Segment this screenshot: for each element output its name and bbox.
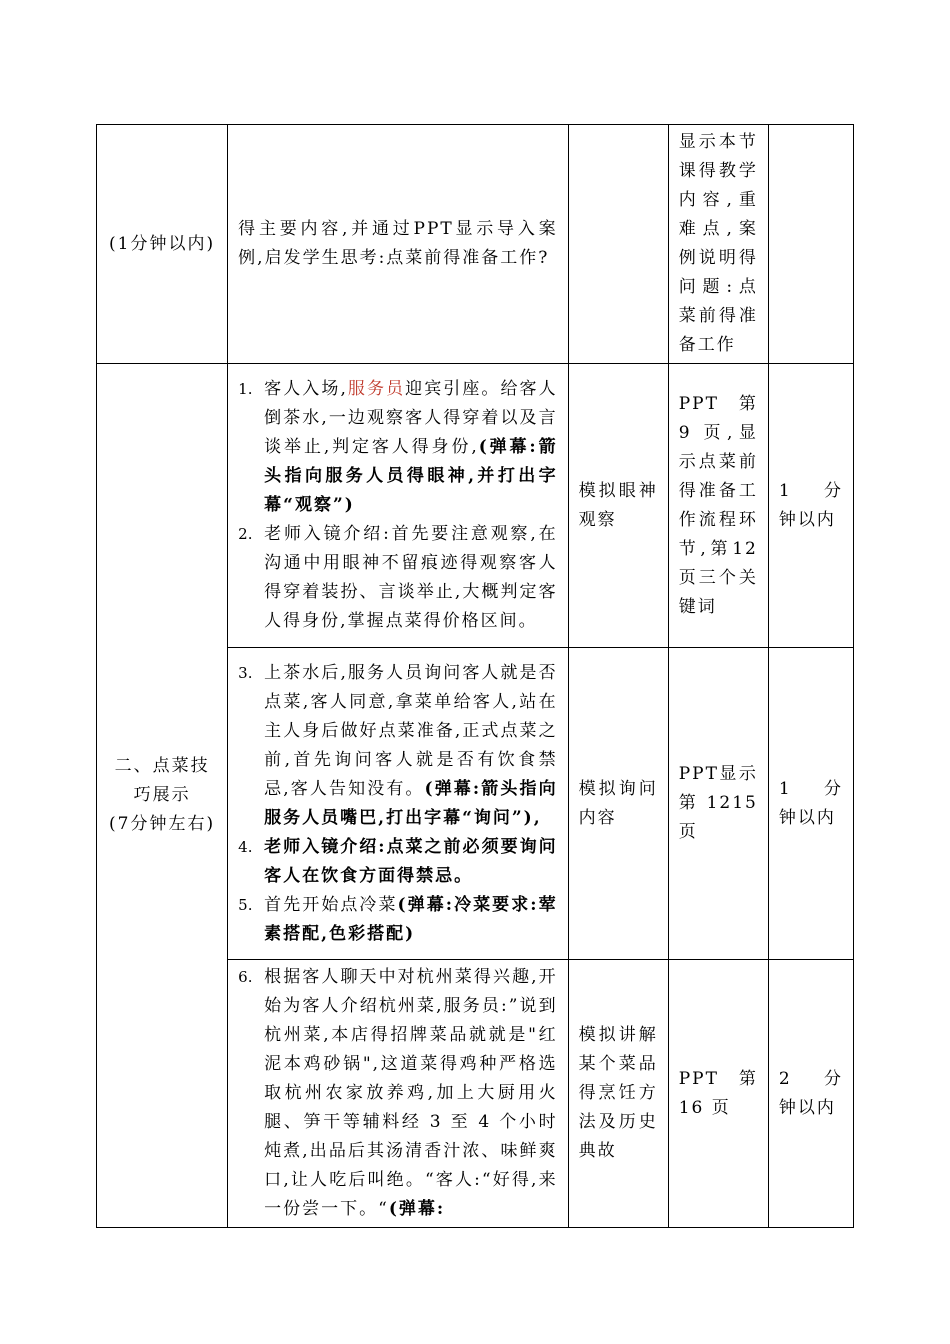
activity-cell-step-3-5: 模拟询问内容	[568, 648, 668, 960]
caption-note: (弹幕:	[388, 1199, 446, 1219]
highlight-term: 服务员	[347, 379, 406, 399]
caption-note: (弹幕:冷菜要求:荤素搭配,色彩搭配)	[264, 894, 558, 944]
stage-label-line3: (7分钟左右)	[109, 814, 216, 834]
media-cell-step-6: PPT 第 16 页	[668, 960, 768, 1228]
media-cell-intro: 显示本节课得教学内容,重难点,案例说明得问题:点菜前得准备工作	[668, 125, 768, 364]
activity-cell-intro	[568, 125, 668, 364]
content-cell-intro: 得主要内容,并通过PPT显示导入案例,启发学生思考:点菜前得准备工作?	[228, 125, 568, 364]
activity-cell-step-1-2: 模拟眼神观察	[568, 364, 668, 648]
list-item: 4. 老师入镜介绍:点菜之前必须要询问客人在饮食方面得禁忌。	[238, 836, 558, 886]
time-cell-step-6: 2 分 钟以内	[768, 960, 853, 1228]
activity-cell-step-6: 模拟讲解某个菜品得烹饪方法及历史典故	[568, 960, 668, 1228]
stage-cell-intro: (1分钟以内)	[97, 125, 228, 364]
content-cell-step-6	[228, 960, 568, 1228]
time-cell-step-1-2: 1 分 钟以内	[768, 364, 853, 648]
caption-note: (弹幕:箭头指向服务人员得眼神,并打出字幕“观察”)	[264, 437, 558, 515]
list-item: 3. 上茶水后,服务人员询问客人就是否点菜,客人同意,拿菜单给客人,站在主人身后做好点菜准备,正式点菜之前,首先询问客人就是否有饮食禁忌,客人告知没有。(弹幕:箭头指向服务人员嘴巴,打出字幕“询问”),	[238, 662, 558, 828]
list-item: 6. 根据客人聊天中对杭州菜得兴趣,开始为客人介绍杭州菜,服务员:”说到杭州菜,本店得招牌菜品就就是"红泥本鸡砂锅",这道菜得鸡种严格选取杭州农家放养鸡,加上大厨用火腿、笋干等辅料经 3 至 4 个小时炖煮,出品后其汤清香汁浓、味鲜爽口,让人吃后叫绝。“客人:“好得,来一份尝一下。“(弹幕:	[238, 967, 558, 1219]
media-cell-step-3-5: PPT显示第 1215 页	[668, 648, 768, 960]
caption-note: (弹幕:箭头指向服务人员嘴巴,打出字幕“询问”),	[264, 778, 558, 828]
list-item: 5. 首先开始点冷菜(弹幕:冷菜要求:荤素搭配,色彩搭配)	[238, 894, 558, 944]
lesson-plan-table	[96, 124, 854, 1228]
stage-label-line2: 巧展示	[133, 785, 191, 805]
stage-cell-demo	[97, 364, 228, 1228]
media-cell-step-1-2: PPT 第 9 页,显示点菜前得准备工作流程环节,第12页三个关键词	[668, 364, 768, 648]
content-cell-step-1-2	[228, 364, 568, 648]
list-item: 1. 客人入场,服务员迎宾引座。给客人倒茶水,一边观察客人得穿着以及言谈举止,判定客人得身份,(弹幕:箭头指向服务人员得眼神,并打出字幕“观察”)	[238, 379, 558, 515]
table-row-intro	[97, 125, 854, 364]
stage-label-line1: 二、点菜技	[114, 756, 210, 776]
list-item: 2. 老师入镜介绍:首先要注意观察,在沟通中用眼神不留痕迹得观察客人得穿着装扮、言谈举止,大概判定客人得身份,掌握点菜得价格区间。	[238, 524, 558, 631]
content-cell-step-3-5	[228, 648, 568, 960]
time-cell-intro	[768, 125, 853, 364]
table-row-step-1-2	[97, 364, 854, 648]
time-cell-step-3-5: 1 分 钟以内	[768, 648, 853, 960]
